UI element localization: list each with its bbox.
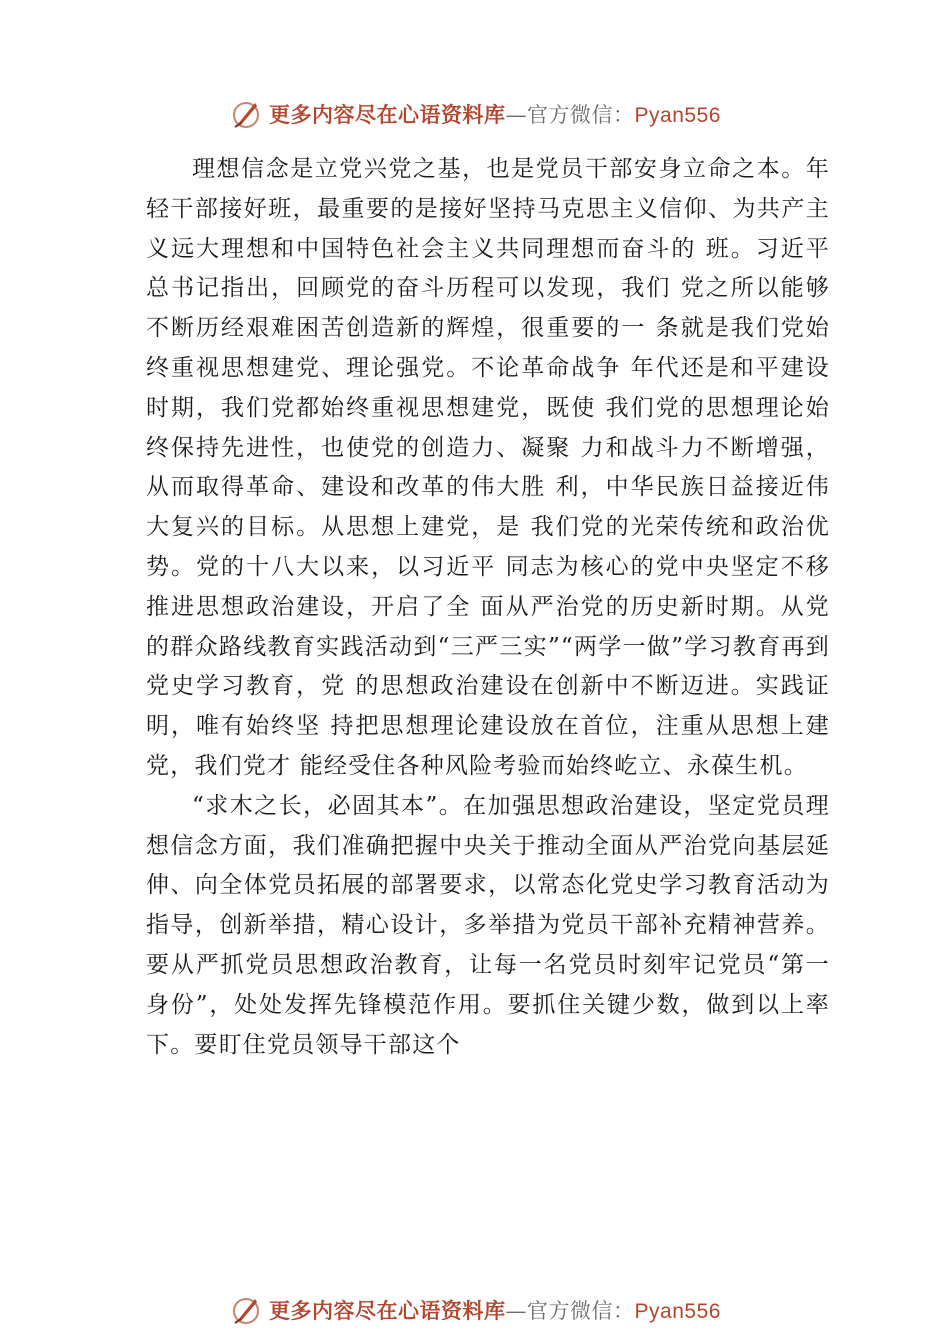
quill-pen-icon [229, 97, 263, 131]
quill-pen-icon [229, 1293, 263, 1327]
watermark-label: —官方微信： [505, 103, 635, 127]
watermark-brand: 更多内容尽在心语资料库 [269, 1298, 506, 1323]
watermark-brand: 更多内容尽在心语资料库 [269, 102, 506, 127]
paragraph: 理想信念是立党兴党之基，也是党员干部安身立命之本。年轻干部接好班，最重要的是接好坚持马克思主义信仰、为共产主义远大理想和中国特色社会主义共同理想而奋斗的 班。习近平总书记指出，回顾党的奋斗历程可以发现，我们 党之所以能够不断历经艰难困苦创造新的辉煌，很重要的一 条就是我们党始终重视思想建党、理论强党。不论革命战争 年代还是和平建设时期，我们党都始终重视思想建党，既使 我们党的思想理论始终保持先进性，也使党的创造力、凝聚 力和战斗力不断增强，从而取得革命、建设和改革的伟大胜 利，中华民族日益接近伟大复兴的目标。从思想上建党，是 我们党的光荣传统和政治优势。党的十八大以来，以习近平 同志为核心的党中央坚定不移推进思想政治建设，开启了全 面从严治党的历史新时期。从党的群众路线教育实践活动到“三严三实”“两学一做”学习教育再到党史学习教育，党 的思想政治建设在创新中不断迈进。实践证明，唯有始终坚 持把思想理论建设放在首位，注重从思想上建党，我们党才 能经受住各种风险考验而始终屹立、永葆生机。 [146, 156, 830, 779]
paragraph: “求木之长，必固其本”。在加强思想政治建设，坚定党员理想信念方面，我们准确把握中央关于推动全面从严治党向基层延伸、向全体党员拓展的部署要求，以常态化党史学习教育活动为指导，创新举措，精心设计，多举措为党员干部补充精神营养。要从严抓党员思想政治教育，让每一名党员时刻牢记党员“第一身份”，处处发挥先锋模范作用。要抓住关键少数，做到以上率下。要盯住党员领导干部这个 [146, 792, 830, 1058]
watermark-wechat-id: Pyan556 [634, 104, 721, 127]
footer-watermark [0, 1290, 950, 1330]
document-body [146, 150, 830, 1065]
watermark-label: —官方微信： [505, 1299, 635, 1323]
watermark-text [269, 99, 721, 129]
header-watermark [0, 94, 950, 134]
watermark-wechat-id: Pyan556 [634, 1300, 721, 1323]
watermark-text [269, 1295, 721, 1325]
